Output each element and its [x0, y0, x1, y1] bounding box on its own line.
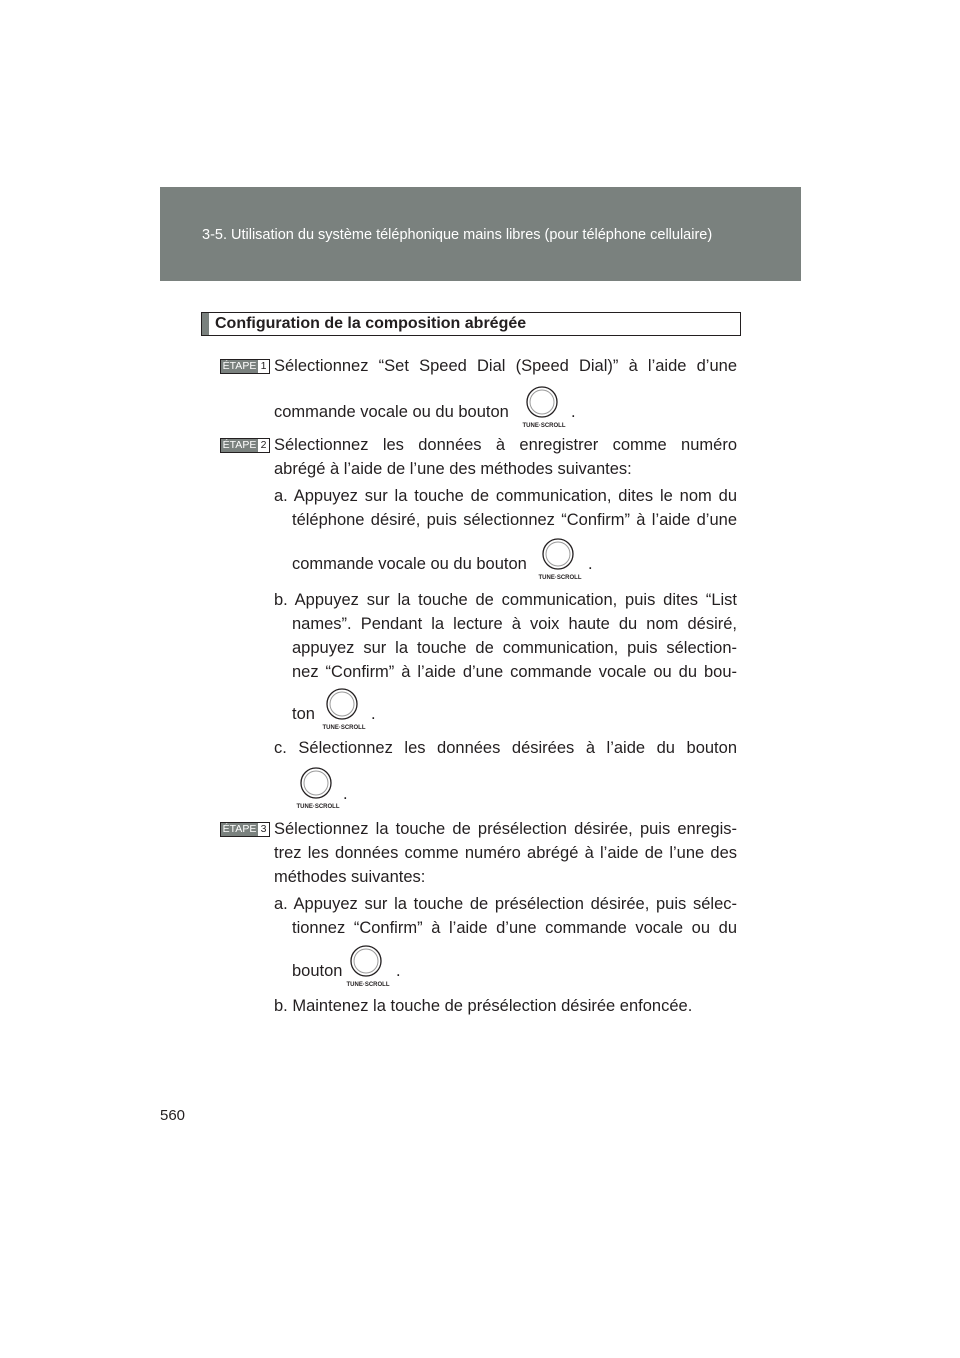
- option-2c-period: .: [343, 785, 348, 803]
- option-2b-line-3: appuyez sur la touche de communication, puis sélection-: [292, 639, 737, 657]
- step-3-line-2: trez les données comme numéro abrégé à l’aide de l’une des: [274, 844, 737, 862]
- step-1-line-1: Sélectionnez “Set Speed Dial (Speed Dial)” à l’aide d’une: [274, 357, 737, 375]
- step-1-line-2: commande vocale ou du bouton: [274, 403, 509, 421]
- step-word: ÉTAPE: [222, 360, 257, 372]
- option-2a-line-3: commande vocale ou du bouton: [292, 555, 527, 573]
- step-3-badge: [220, 822, 270, 837]
- step-number: 2: [260, 439, 267, 451]
- option-2b-period: .: [371, 705, 376, 723]
- section-title: 3-5. Utilisation du système téléphonique mains libres (pour téléphone cellulaire): [202, 227, 713, 243]
- option-3a-line-1: a. Appuyez sur la touche de présélection désirée, puis sélec-: [274, 895, 737, 913]
- knob-label: TUNE·SCROLL: [322, 725, 366, 731]
- step-2-badge: [220, 438, 270, 453]
- step-3-line-3: méthodes suivantes:: [274, 868, 426, 886]
- step-number: 3: [260, 823, 267, 835]
- option-2c-line-1: c. Sélectionnez les données désirées à l’aide du bouton: [274, 739, 737, 757]
- option-2b-line-5: ton: [292, 705, 315, 723]
- step-2-line-2: abrégé à l’aide de l’une des méthodes suivantes:: [274, 460, 632, 478]
- option-2b-line-2: names”. Pendant la lecture à voix haute du nom désiré,: [292, 615, 737, 633]
- section-heading: [201, 312, 741, 336]
- step-word: ÉTAPE: [222, 823, 257, 835]
- tune-scroll-knob-icon: [322, 686, 370, 732]
- knob-label: TUNE·SCROLL: [346, 982, 390, 988]
- option-2a-line-2: téléphone désiré, puis sélectionnez “Confirm” à l’aide d’une: [292, 511, 737, 529]
- option-3a-line-2: tionnez “Confirm” à l’aide d’une commande vocale ou du: [292, 919, 737, 937]
- knob-label: TUNE·SCROLL: [296, 804, 340, 810]
- heading-title: Configuration de la composition abrégée: [215, 315, 527, 332]
- tune-scroll-knob-icon: [522, 384, 570, 430]
- step-1-period: .: [571, 403, 576, 421]
- tune-scroll-knob-icon: [538, 536, 586, 582]
- option-2b-line-4: nez “Confirm” à l’aide d’une commande vocale ou du bou-: [292, 663, 737, 681]
- option-3b-line-1: b. Maintenez la touche de présélection désirée enfoncée.: [274, 997, 693, 1015]
- step-1-badge: [220, 359, 270, 374]
- step-word: ÉTAPE: [222, 439, 257, 451]
- page-number: 560: [160, 1107, 186, 1124]
- option-3a-line-3: bouton: [292, 962, 343, 980]
- chapter-header: [160, 187, 801, 281]
- option-2b-line-1: b. Appuyez sur la touche de communication, puis dites “List: [274, 591, 737, 609]
- heading-accent: [202, 313, 209, 335]
- step-2-line-1: Sélectionnez les données à enregistrer comme numéro: [274, 436, 737, 454]
- step-3-line-1: Sélectionnez la touche de présélection désirée, puis enregis-: [274, 820, 737, 838]
- option-2a-line-1: a. Appuyez sur la touche de communication, dites le nom du: [274, 487, 737, 505]
- knob-label: TUNE·SCROLL: [538, 575, 582, 581]
- option-3a-period: .: [396, 962, 401, 980]
- tune-scroll-knob-icon: [346, 943, 394, 989]
- option-2a-period: .: [588, 555, 593, 573]
- tune-scroll-knob-icon: [296, 765, 344, 811]
- step-number: 1: [260, 360, 267, 372]
- knob-label: TUNE·SCROLL: [522, 423, 566, 429]
